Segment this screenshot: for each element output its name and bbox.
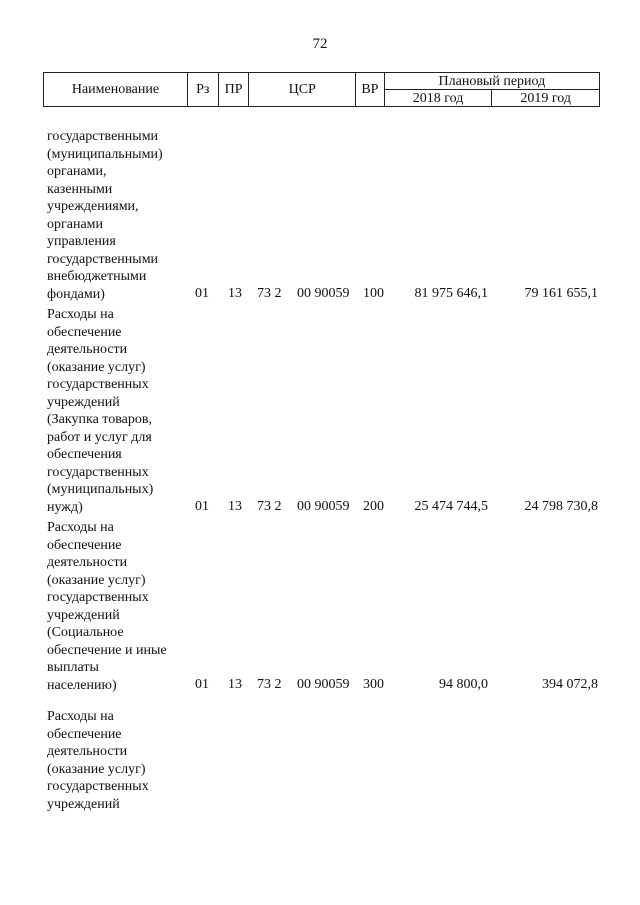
cell-year-2018: 81 975 646,1	[414, 286, 488, 301]
name-line: (оказание услуг)	[47, 761, 146, 777]
cell-csr-part1: 73 2	[257, 677, 282, 692]
row-name	[47, 306, 187, 516]
cell-rz: 01	[195, 499, 209, 514]
name-line: работ и услуг для	[47, 429, 152, 445]
cell-pr: 13	[228, 286, 242, 301]
name-line: обеспечение	[47, 324, 122, 340]
header-pr: ПР	[218, 73, 249, 107]
cell-year-2018: 94 800,0	[439, 677, 488, 692]
name-line: государственными	[47, 129, 159, 144]
cell-pr: 13	[228, 499, 242, 514]
name-line: (оказание услуг)	[47, 572, 146, 588]
cell-vr: 200	[363, 499, 384, 514]
cell-year-2018: 25 474 744,5	[414, 499, 488, 514]
cell-vr: 100	[363, 286, 384, 301]
name-line: органами,	[47, 164, 107, 179]
name-line: государственных	[47, 590, 149, 605]
cell-csr-part1: 73 2	[257, 286, 282, 301]
cell-year-2019: 394 072,8	[542, 677, 598, 692]
name-line: деятельности	[47, 342, 128, 357]
name-line: фондами)	[47, 286, 105, 302]
name-line: выплаты	[47, 660, 99, 675]
table-row	[0, 128, 640, 303]
header-name: Наименование	[44, 73, 188, 107]
name-line: (муниципальными)	[47, 146, 163, 162]
page-number: 72	[312, 36, 328, 52]
row-name	[47, 708, 187, 813]
row-name	[47, 128, 187, 303]
cell-year-2019: 24 798 730,8	[524, 499, 598, 514]
name-line: (Социальное	[47, 625, 124, 640]
cell-rz: 01	[195, 677, 209, 692]
cell-rz: 01	[195, 286, 209, 301]
cell-csr-part2: 00 90059	[297, 286, 350, 301]
name-line: государственными	[47, 251, 159, 267]
cell-csr-part2: 00 90059	[297, 499, 350, 514]
cell-year-2019: 79 161 655,1	[524, 286, 598, 301]
header-csr: ЦСР	[249, 73, 356, 107]
table-header	[43, 72, 600, 107]
cell-vr: 300	[363, 677, 384, 692]
name-line: управления	[47, 234, 116, 249]
name-line: (Закупка товаров,	[47, 412, 152, 427]
name-line: Расходы на	[47, 709, 114, 724]
name-line: государственных	[47, 779, 149, 794]
cell-pr: 13	[228, 677, 242, 692]
header-planned-period: Плановый период	[384, 73, 599, 90]
name-line: учреждений	[47, 394, 120, 410]
name-line: нужд)	[47, 499, 83, 515]
name-line: учреждениями,	[47, 199, 139, 214]
cell-csr-part1: 73 2	[257, 499, 282, 514]
table-body	[0, 128, 640, 810]
name-line: населению)	[47, 677, 117, 693]
table-row	[0, 700, 640, 810]
name-line: казенными	[47, 181, 113, 197]
name-line: деятельности	[47, 744, 128, 759]
row-name	[47, 519, 187, 694]
name-line: (муниципальных)	[47, 482, 154, 497]
name-line: Расходы на	[47, 520, 114, 535]
name-line: обеспечения	[47, 447, 122, 462]
name-line: учреждений	[47, 607, 120, 623]
name-line: органами	[47, 216, 104, 232]
header-year-2018: 2018 год	[384, 90, 492, 107]
name-line: деятельности	[47, 555, 128, 570]
header-vr: ВР	[355, 73, 384, 107]
name-line: обеспечение и иные	[47, 642, 167, 658]
name-line: обеспечение	[47, 726, 122, 742]
name-line: обеспечение	[47, 537, 122, 553]
name-line: государственных	[47, 464, 149, 480]
header-rz: Рз	[187, 73, 218, 107]
name-line: государственных	[47, 377, 149, 392]
name-line: Расходы на	[47, 307, 114, 322]
name-line: внебюджетными	[47, 269, 147, 284]
cell-csr-part2: 00 90059	[297, 677, 350, 692]
table-row	[0, 519, 640, 700]
header-year-2019: 2019 год	[492, 90, 600, 107]
name-line: (оказание услуг)	[47, 359, 146, 375]
table-row	[0, 303, 640, 519]
name-line: учреждений	[47, 796, 120, 812]
